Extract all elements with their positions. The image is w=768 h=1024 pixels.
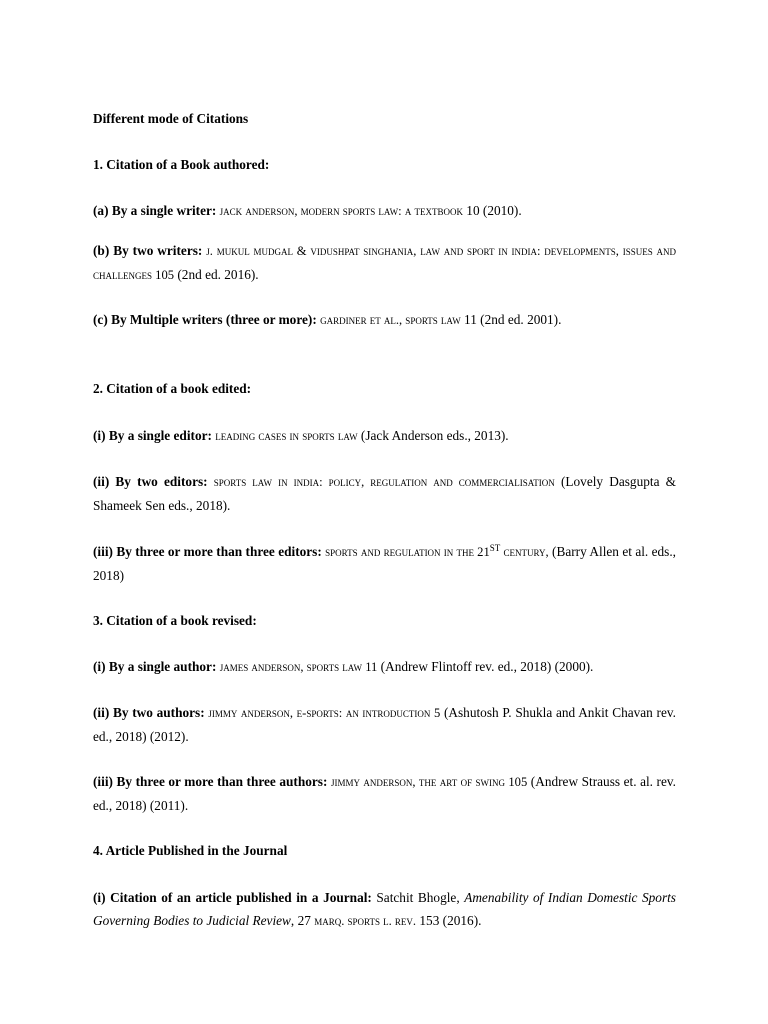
citation-smallcaps: jimmy anderson, e-sports: an introduction 5 <box>208 706 441 720</box>
citation-smallcaps: james anderson, sports law 11 <box>219 660 378 674</box>
citation-rest: (Jack Anderson eds., 2013). <box>357 428 509 443</box>
superscript-st: st <box>489 540 501 554</box>
document-title: Different mode of Citations <box>93 111 249 126</box>
citation-label: (c) By Multiple writers (three or more): <box>93 312 317 327</box>
section-4-heading: 4. Article Published in the Journal <box>93 843 288 858</box>
citation-smallcaps: jack anderson, modern sports law: a textbook <box>219 204 463 218</box>
citation-1b <box>93 239 676 287</box>
citation-rest: 11 (2nd ed. 2001). <box>460 312 562 327</box>
section-3-heading: 3. Citation of a book revised: <box>93 613 257 628</box>
citation-label: (ii) By two authors: <box>93 705 205 720</box>
citation-smallcaps: sports and regulation in the 21 <box>325 545 490 559</box>
citation-1a <box>93 199 676 223</box>
citation-3i <box>93 655 676 679</box>
citation-label: (iii) By three or more than three editors: <box>93 544 322 559</box>
article-title: Amenability of Indian Domestic Sports Governing Bodies to Judicial Review <box>93 890 676 928</box>
citation-smallcaps: leading cases in sports law <box>215 429 358 443</box>
citation-3iii <box>93 770 676 817</box>
citation-smallcaps: jimmy anderson, the art of swing 105 <box>330 775 528 789</box>
citation-rest: (Ashutosh P. Shukla and Ankit Chavan rev. ed., 2018) (2012). <box>93 705 676 744</box>
citation-smallcaps-post: century, <box>500 545 549 559</box>
citation-rest: (Lovely Dasgupta & Shameek Sen eds., 2018). <box>93 474 677 513</box>
citation-rest: (Andrew Strauss et. al. rev. ed., 2018) (2011). <box>93 774 676 813</box>
citation-3ii <box>93 701 676 748</box>
citation-2iii <box>93 540 676 587</box>
citation-label: (iii) By three or more than three authors: <box>93 774 328 789</box>
citation-2i <box>93 424 676 448</box>
citation-label: (b) By two writers: <box>93 243 203 258</box>
citation-label: (i) Citation of an article published in a Journal: <box>93 890 372 905</box>
citation-rest: (Barry Allen et al. eds., 2018) <box>93 544 677 583</box>
citation-rest: (Andrew Flintoff rev. ed., 2018) (2000). <box>377 659 594 674</box>
citation-smallcaps: j. mukul mudgal & vidushpat singhania, law and sport in india: developments, issues and challenges 105 <box>93 244 676 282</box>
citation-author: Satchit Bhogle, <box>371 890 465 905</box>
citation-label: (i) By a single author: <box>93 659 217 674</box>
citation-smallcaps: gardiner et al., sports law <box>320 313 461 327</box>
citation-4i <box>93 886 676 933</box>
citation-label: (i) By a single editor: <box>93 428 212 443</box>
section-2-heading: 2. Citation of a book edited: <box>93 381 252 396</box>
citation-smallcaps: sports law in india: policy, regulation and commercialisation <box>213 475 555 489</box>
citation-rest: 10 (2010). <box>462 203 522 218</box>
citation-1c <box>93 308 676 332</box>
citation-volume: , 27 <box>290 913 315 928</box>
citation-label: (a) By a single writer: <box>93 203 217 218</box>
citation-rest: 153 (2016). <box>416 913 482 928</box>
citation-smallcaps: marq. sports l. rev. <box>314 914 417 928</box>
citation-2ii <box>93 470 676 517</box>
citation-rest: (2nd ed. 2016). <box>174 267 259 282</box>
section-1-heading: 1. Citation of a Book authored: <box>93 157 270 172</box>
citation-label: (ii) By two editors: <box>93 474 208 489</box>
